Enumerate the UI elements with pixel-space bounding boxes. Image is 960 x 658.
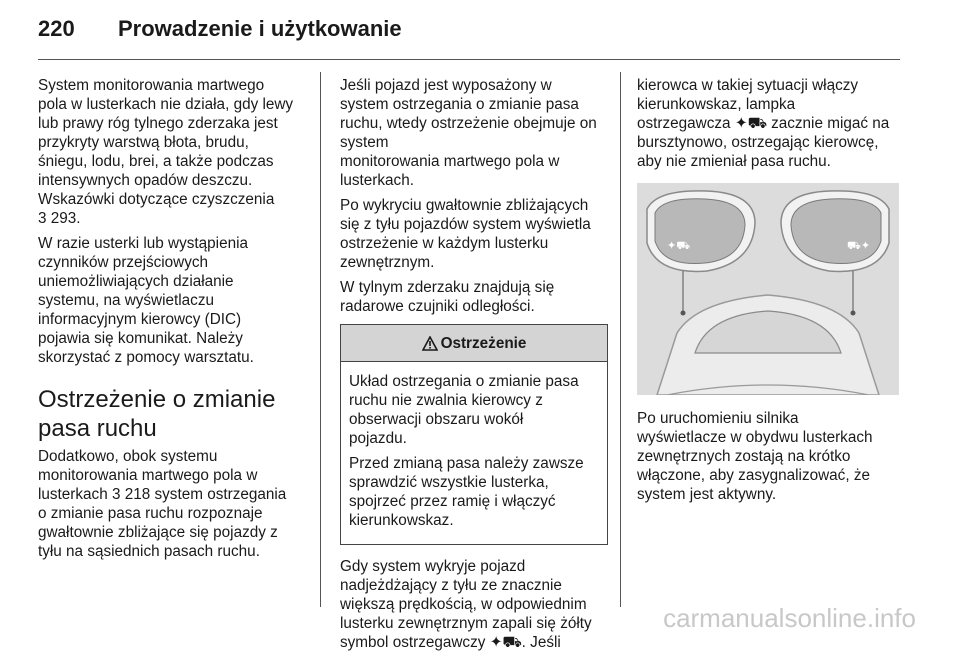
svg-text:⛟✦: ⛟✦ (847, 239, 871, 252)
column-divider (620, 72, 621, 607)
section-heading: Ostrzeżenie o zmianie pasa ruchu (38, 386, 276, 442)
column-divider (320, 72, 321, 607)
paragraph: Po uruchomieniu silnika wyświetlacze w obydwu lusterkach zewnętrznych zostają na krótko włączone, aby zasygnalizować, że system jest aktywny. (637, 410, 873, 503)
warning-title: Ostrzeżenie (440, 334, 527, 352)
page-title: Prowadzenie i użytkowanie (118, 16, 402, 41)
paragraph: Przed zmianą pasa należy zawsze sprawdzić wszystkie lusterka, spojrzeć przez ramię i włączyć kierunkowskaz. (349, 455, 584, 529)
paragraph: System monitorowania martwego pola w lusterkach nie działa, gdy lewy lub prawy róg tylnego zderzaka jest przykryty warstwą błota, brudu, śniegu, lodu, brei, a także podczas intensywnych opadów deszczu. Wskazówki dotyczące czyszczenia 3 293. (38, 77, 294, 227)
paragraph: kierowca w takiej sytuacji włączy kierunkowskaz, lampka ostrzegawcza ✦⛟ zacznie migać na bursztynowo, ostrzegając kierowcę, aby nie zmieniał pasa ruchu. (637, 77, 890, 170)
warning-body (341, 362, 607, 544)
page-number: 220 (38, 16, 75, 41)
paragraph: Dodatkowo, obok systemu monitorowania martwego pola w lusterkach 3 218 system ostrzegania o zmianie pasa ruchu rozpoznaje gwałtownie zbliżające się pojazdy z tyłu na sąsiednich pasach ruchu. (38, 448, 287, 560)
watermark: carmanualsonline.info (663, 603, 916, 633)
paragraph: Po wykryciu gwałtownie zbliżających się z tyłu pojazdów system wyświetla ostrzeżenie w każdym lusterku zewnętrznym. (340, 197, 591, 271)
paragraph: W razie usterki lub wystąpienia czynników przejściowych uniemożliwiających działanie systemu, na wyświetlaczu informacyjnym kierowcy (DIC) pojawia się komunikat. Należy skorzystać z pomocy warsztatu. (38, 235, 254, 366)
header-rule (38, 59, 900, 60)
paragraph: W tylnym zderzaku znajdują się radarowe czujniki odległości. (340, 279, 555, 315)
paragraph: Gdy system wykryje pojazd nadjeżdżający z tyłu ze znacznie większą prędkością, w odpowiednim lusterku zewnętrznym zapali się żółty symbol ostrzegawczy ✦⛟. Jeśli (340, 558, 592, 651)
svg-text:✦⛟: ✦⛟ (667, 239, 691, 252)
column-3 (637, 76, 907, 510)
paragraph: Układ ostrzegania o zmianie pasa ruchu nie zwalnia kierowcy z obserwacji obszaru wokół pojazdu. (349, 373, 579, 447)
warning-triangle-icon (422, 336, 438, 351)
paragraph: Jeśli pojazd jest wyposażony w system ostrzegania o zmianie pasa ruchu, wtedy ostrzeżenie obejmuje on system monitorowania martwego pola w lusterkach. (340, 77, 597, 189)
column-1 (38, 76, 310, 567)
side-mirror-illustration (637, 183, 899, 395)
warning-box (340, 324, 608, 545)
column-2 (340, 76, 608, 658)
warning-header (341, 325, 607, 362)
